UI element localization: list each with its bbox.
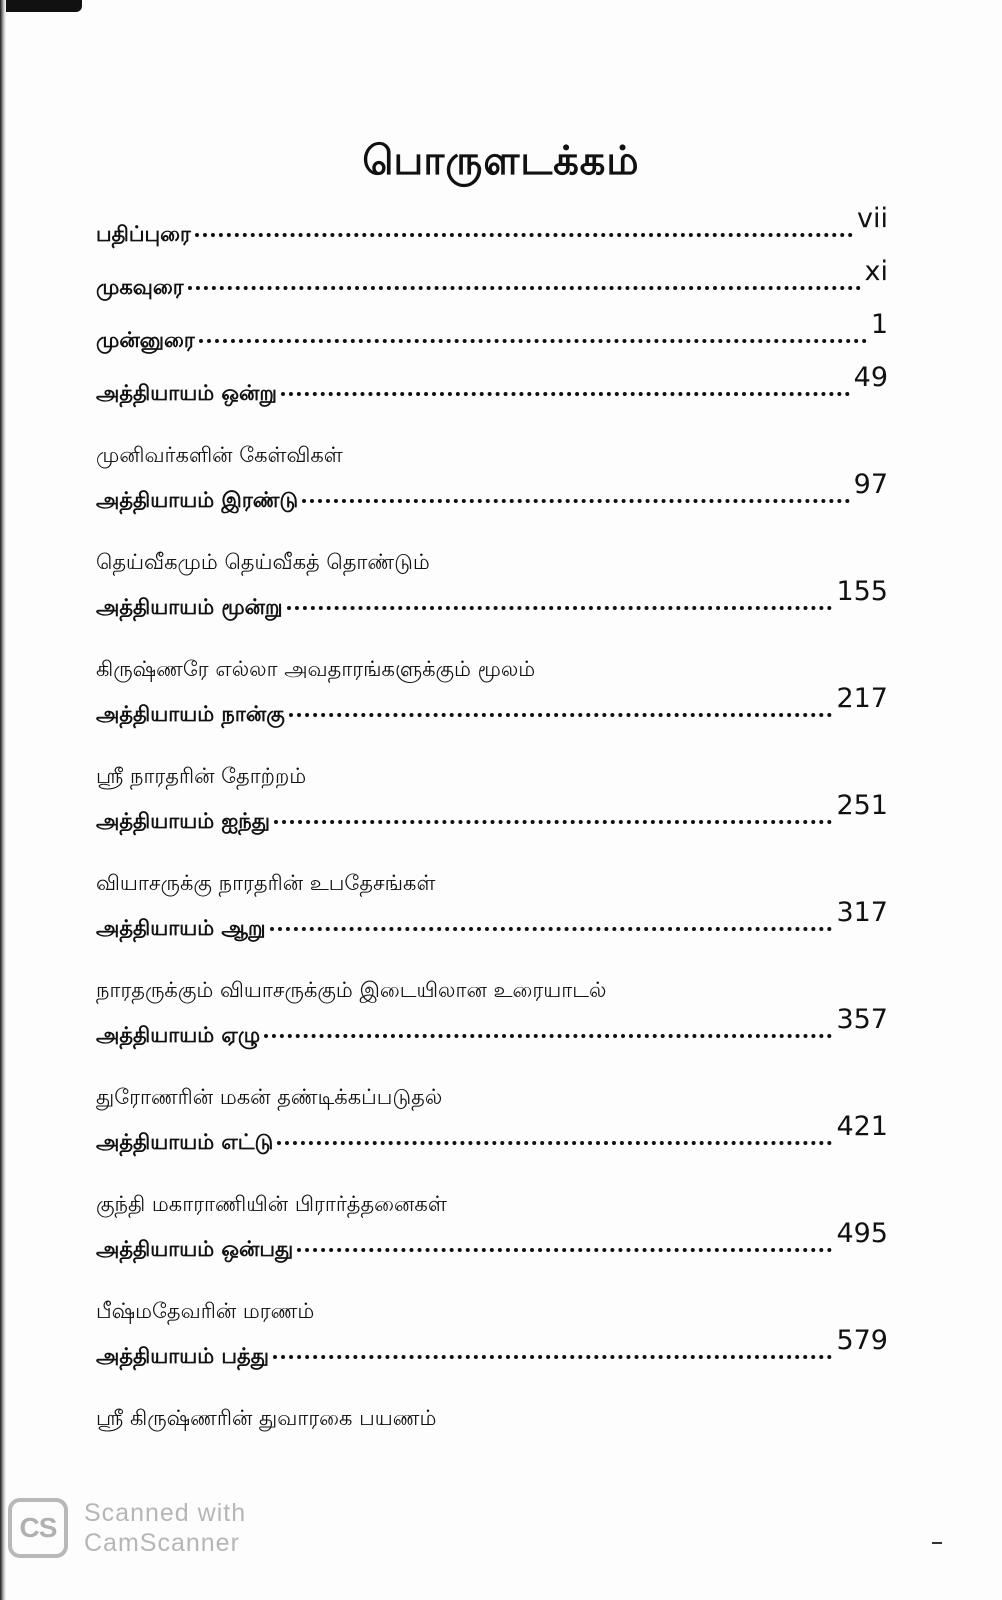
toc-entry-page: 495 — [836, 1218, 888, 1249]
toc-entry-chapter-7 — [96, 1006, 888, 1050]
toc-entry-page: 155 — [836, 576, 888, 607]
toc-entry-label: அத்தியாயம் ஒன்பது — [96, 1237, 294, 1261]
toc-entry-preface — [96, 205, 888, 249]
toc-entry-page: 1 — [870, 309, 888, 340]
toc-entry-chapter-3 — [96, 578, 888, 622]
toc-entry-page: 421 — [836, 1111, 888, 1142]
page-title: பொருளடக்கம் — [362, 138, 640, 184]
dot-leader — [264, 1030, 832, 1038]
toc-entry-page: 357 — [836, 1004, 888, 1035]
page-edge-shadow-left — [0, 0, 6, 1600]
dot-leader — [287, 602, 833, 610]
toc-entry-foreword — [96, 258, 888, 302]
chapter-subtitle: நாரதருக்கும் வியாசருக்கும் இடையிலான உரையாடல் — [96, 978, 607, 1002]
camscanner-watermark — [84, 1498, 246, 1558]
toc-entry-label: அத்தியாயம் ஐந்து — [96, 809, 270, 833]
toc-entry-chapter-4 — [96, 685, 888, 729]
toc-entry-page: 49 — [853, 362, 888, 393]
toc-entry-page: 97 — [853, 469, 888, 500]
dot-leader — [277, 1137, 832, 1145]
chapter-subtitle: துரோணரின் மகன் தண்டிக்கப்படுதல் — [96, 1085, 443, 1109]
dot-leader — [188, 282, 861, 290]
dot-leader — [289, 709, 833, 717]
toc-entry-label: அத்தியாயம் ஏழு — [96, 1023, 261, 1047]
dot-leader — [199, 335, 867, 343]
toc-entry-chapter-9 — [96, 1220, 888, 1264]
toc-entry-page: 579 — [836, 1325, 888, 1356]
toc-entry-page: 317 — [836, 897, 888, 928]
watermark-line-1: Scanned with — [84, 1499, 247, 1527]
watermark-line-2: CamScanner — [84, 1529, 240, 1557]
scan-speck — [932, 1542, 942, 1544]
dot-leader — [270, 923, 833, 931]
dot-leader — [274, 816, 832, 824]
toc-entry-label: பதிப்புரை — [96, 222, 191, 246]
toc-entry-chapter-10 — [96, 1327, 888, 1371]
chapter-subtitle: ஸ்ரீ நாரதரின் தோற்றம் — [96, 764, 307, 788]
toc-entry-chapter-1 — [96, 364, 888, 408]
toc-entry-label: அத்தியாயம் ஆறு — [96, 916, 266, 940]
toc-entry-chapter-5 — [96, 792, 888, 836]
chapter-subtitle: தெய்வீகமும் தெய்வீகத் தொண்டும் — [96, 550, 430, 574]
toc-entry-introduction — [96, 311, 888, 355]
chapter-subtitle: குந்தி மகாராணியின் பிரார்த்தனைகள் — [96, 1192, 447, 1216]
dot-leader — [297, 1244, 832, 1252]
toc-entry-label: அத்தியாயம் மூன்று — [96, 595, 283, 619]
toc-entry-label: அத்தியாயம் ஒன்று — [96, 381, 277, 405]
toc-entry-label: அத்தியாயம் நான்கு — [96, 702, 285, 726]
toc-entry-page: 217 — [836, 683, 888, 714]
dot-leader — [195, 229, 853, 237]
toc-entry-page: xi — [864, 256, 888, 287]
dot-leader — [281, 388, 850, 396]
chapter-subtitle: பீஷ்மதேவரின் மரணம் — [96, 1299, 315, 1323]
toc-entry-label: அத்தியாயம் பத்து — [96, 1344, 269, 1368]
chapter-subtitle: ஸ்ரீ கிருஷ்ணரின் துவாரகை பயணம் — [96, 1406, 437, 1430]
toc-entry-label: முகவுரை — [96, 275, 184, 299]
toc-entry-label: அத்தியாயம் இரண்டு — [96, 488, 299, 512]
camscanner-logo: CS — [8, 1498, 68, 1558]
toc-entry-chapter-6 — [96, 899, 888, 943]
chapter-subtitle: வியாசருக்கு நாரதரின் உபதேசங்கள் — [96, 871, 436, 895]
toc-entry-page: 251 — [836, 790, 888, 821]
toc-entry-page: vii — [857, 203, 888, 234]
toc-entry-label: முன்னுரை — [96, 328, 195, 352]
chapter-subtitle: முனிவர்களின் கேள்விகள் — [96, 443, 343, 467]
dot-leader — [302, 495, 849, 503]
page-edge-shadow — [0, 0, 82, 12]
toc-entry-chapter-2 — [96, 471, 888, 515]
chapter-subtitle: கிருஷ்ணரே எல்லா அவதாரங்களுக்கும் மூலம் — [96, 657, 536, 681]
dot-leader — [273, 1351, 833, 1359]
toc-entry-label: அத்தியாயம் எட்டு — [96, 1130, 274, 1154]
toc-entry-chapter-8 — [96, 1113, 888, 1157]
